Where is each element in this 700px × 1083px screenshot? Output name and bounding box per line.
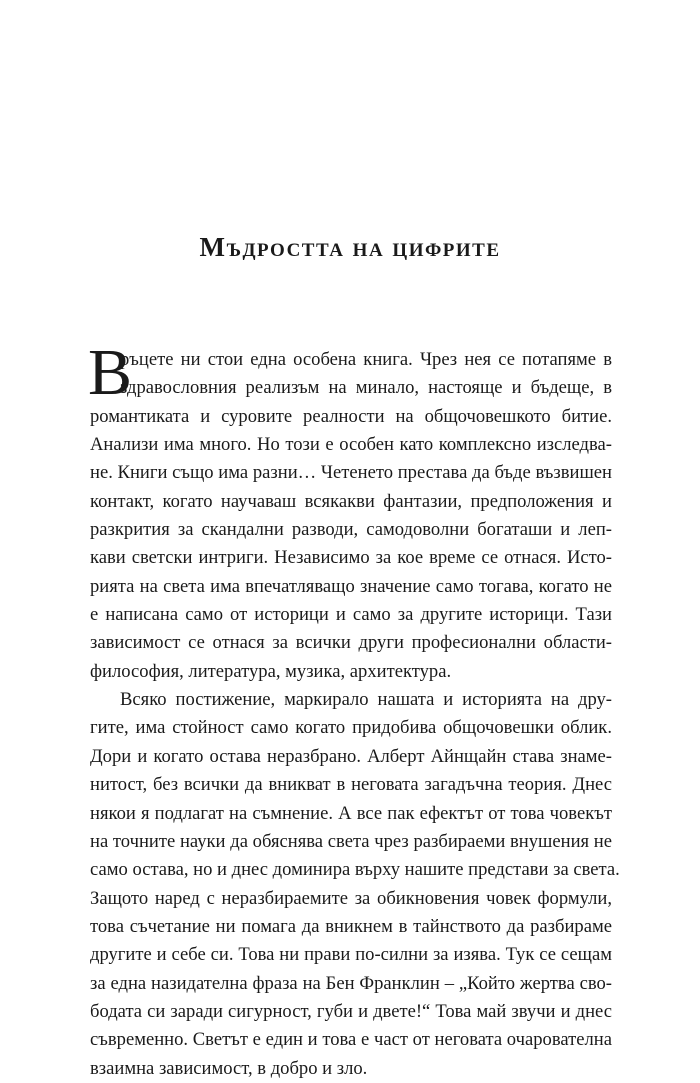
text-line: ръцете ни стои една особена книга. Чрез нея се потапяме в bbox=[120, 349, 612, 370]
text-line: философия, литература, музика, архитектура. bbox=[90, 660, 452, 682]
text-line: нитост, без всички да вникват в неговата загадъчна теория. Днес bbox=[90, 774, 612, 796]
paragraph-2 bbox=[90, 686, 620, 1083]
chapter-body bbox=[88, 336, 620, 1083]
text-line: взаимна зависимост, в добро и зло. bbox=[90, 1057, 368, 1079]
text-line: това съчетание ни помага да вникнем в тайнството да разбираме bbox=[90, 915, 612, 937]
text-line: контакт, когато научаваш всякакви фантазии, предположения и bbox=[90, 490, 612, 512]
text-line: бодата си заради сигурност, губи и двете!“ Това май звучи и днес bbox=[90, 1000, 612, 1022]
text-line: разкрития за скандални разводи, самодоволни богаташи и леп- bbox=[90, 519, 612, 541]
text-line: Дори и когато остава неразбрано. Алберт Айнщайн става знаме- bbox=[90, 745, 612, 767]
text-line: зависимост се отнася за всички други професионални области- bbox=[90, 632, 612, 654]
drop-cap: В bbox=[88, 336, 133, 409]
text-line: някои я подлагат на съмнение. А все пак ефектът от това човекът bbox=[90, 802, 612, 824]
text-line: гите, има стойност само когато придобива общочовешки облик. bbox=[90, 717, 612, 739]
text-line: на точните науки да обяснява света чрез разбираеми внушения не bbox=[90, 830, 612, 852]
text-line: съвременно. Светът е един и това е част от неговата очарователна bbox=[90, 1029, 612, 1051]
chapter-title: Мъдростта на цифрите bbox=[199, 232, 501, 262]
text-line: само остава, но и днес доминира върху нашите представи за света. bbox=[90, 859, 620, 881]
paragraph-1 bbox=[88, 336, 612, 686]
text-line: Анализи има много. Но този е особен като комплексно изследва- bbox=[90, 434, 612, 456]
text-line: здравословния реализъм на минало, настояще и бъдеще, в bbox=[120, 377, 612, 399]
text-line: другите и себе си. Това ни прави по-силни за изява. Тук се сещам bbox=[90, 944, 612, 966]
text-line: романтиката и суровите реалности на общочовешкото битие. bbox=[90, 405, 612, 427]
text-line: Защото наред с неразбираемите за обикновения човек формули, bbox=[90, 887, 612, 909]
text-line: не. Книги също има разни… Четенето престава да бъде възвишен bbox=[90, 462, 612, 484]
text-line: кави светски интриги. Независимо за кое време се отнася. Исто- bbox=[90, 547, 612, 569]
text-line: рията на света има впечатляващо значение само тогава, когато не bbox=[90, 575, 612, 597]
text-line: е написана само от историци и само за другите историци. Тази bbox=[90, 604, 612, 626]
text-line: Всяко постижение, маркирало нашата и историята на дру- bbox=[120, 689, 612, 711]
text-line: за една назидателна фраза на Бен Франклин – „Който жертва сво- bbox=[90, 972, 612, 994]
